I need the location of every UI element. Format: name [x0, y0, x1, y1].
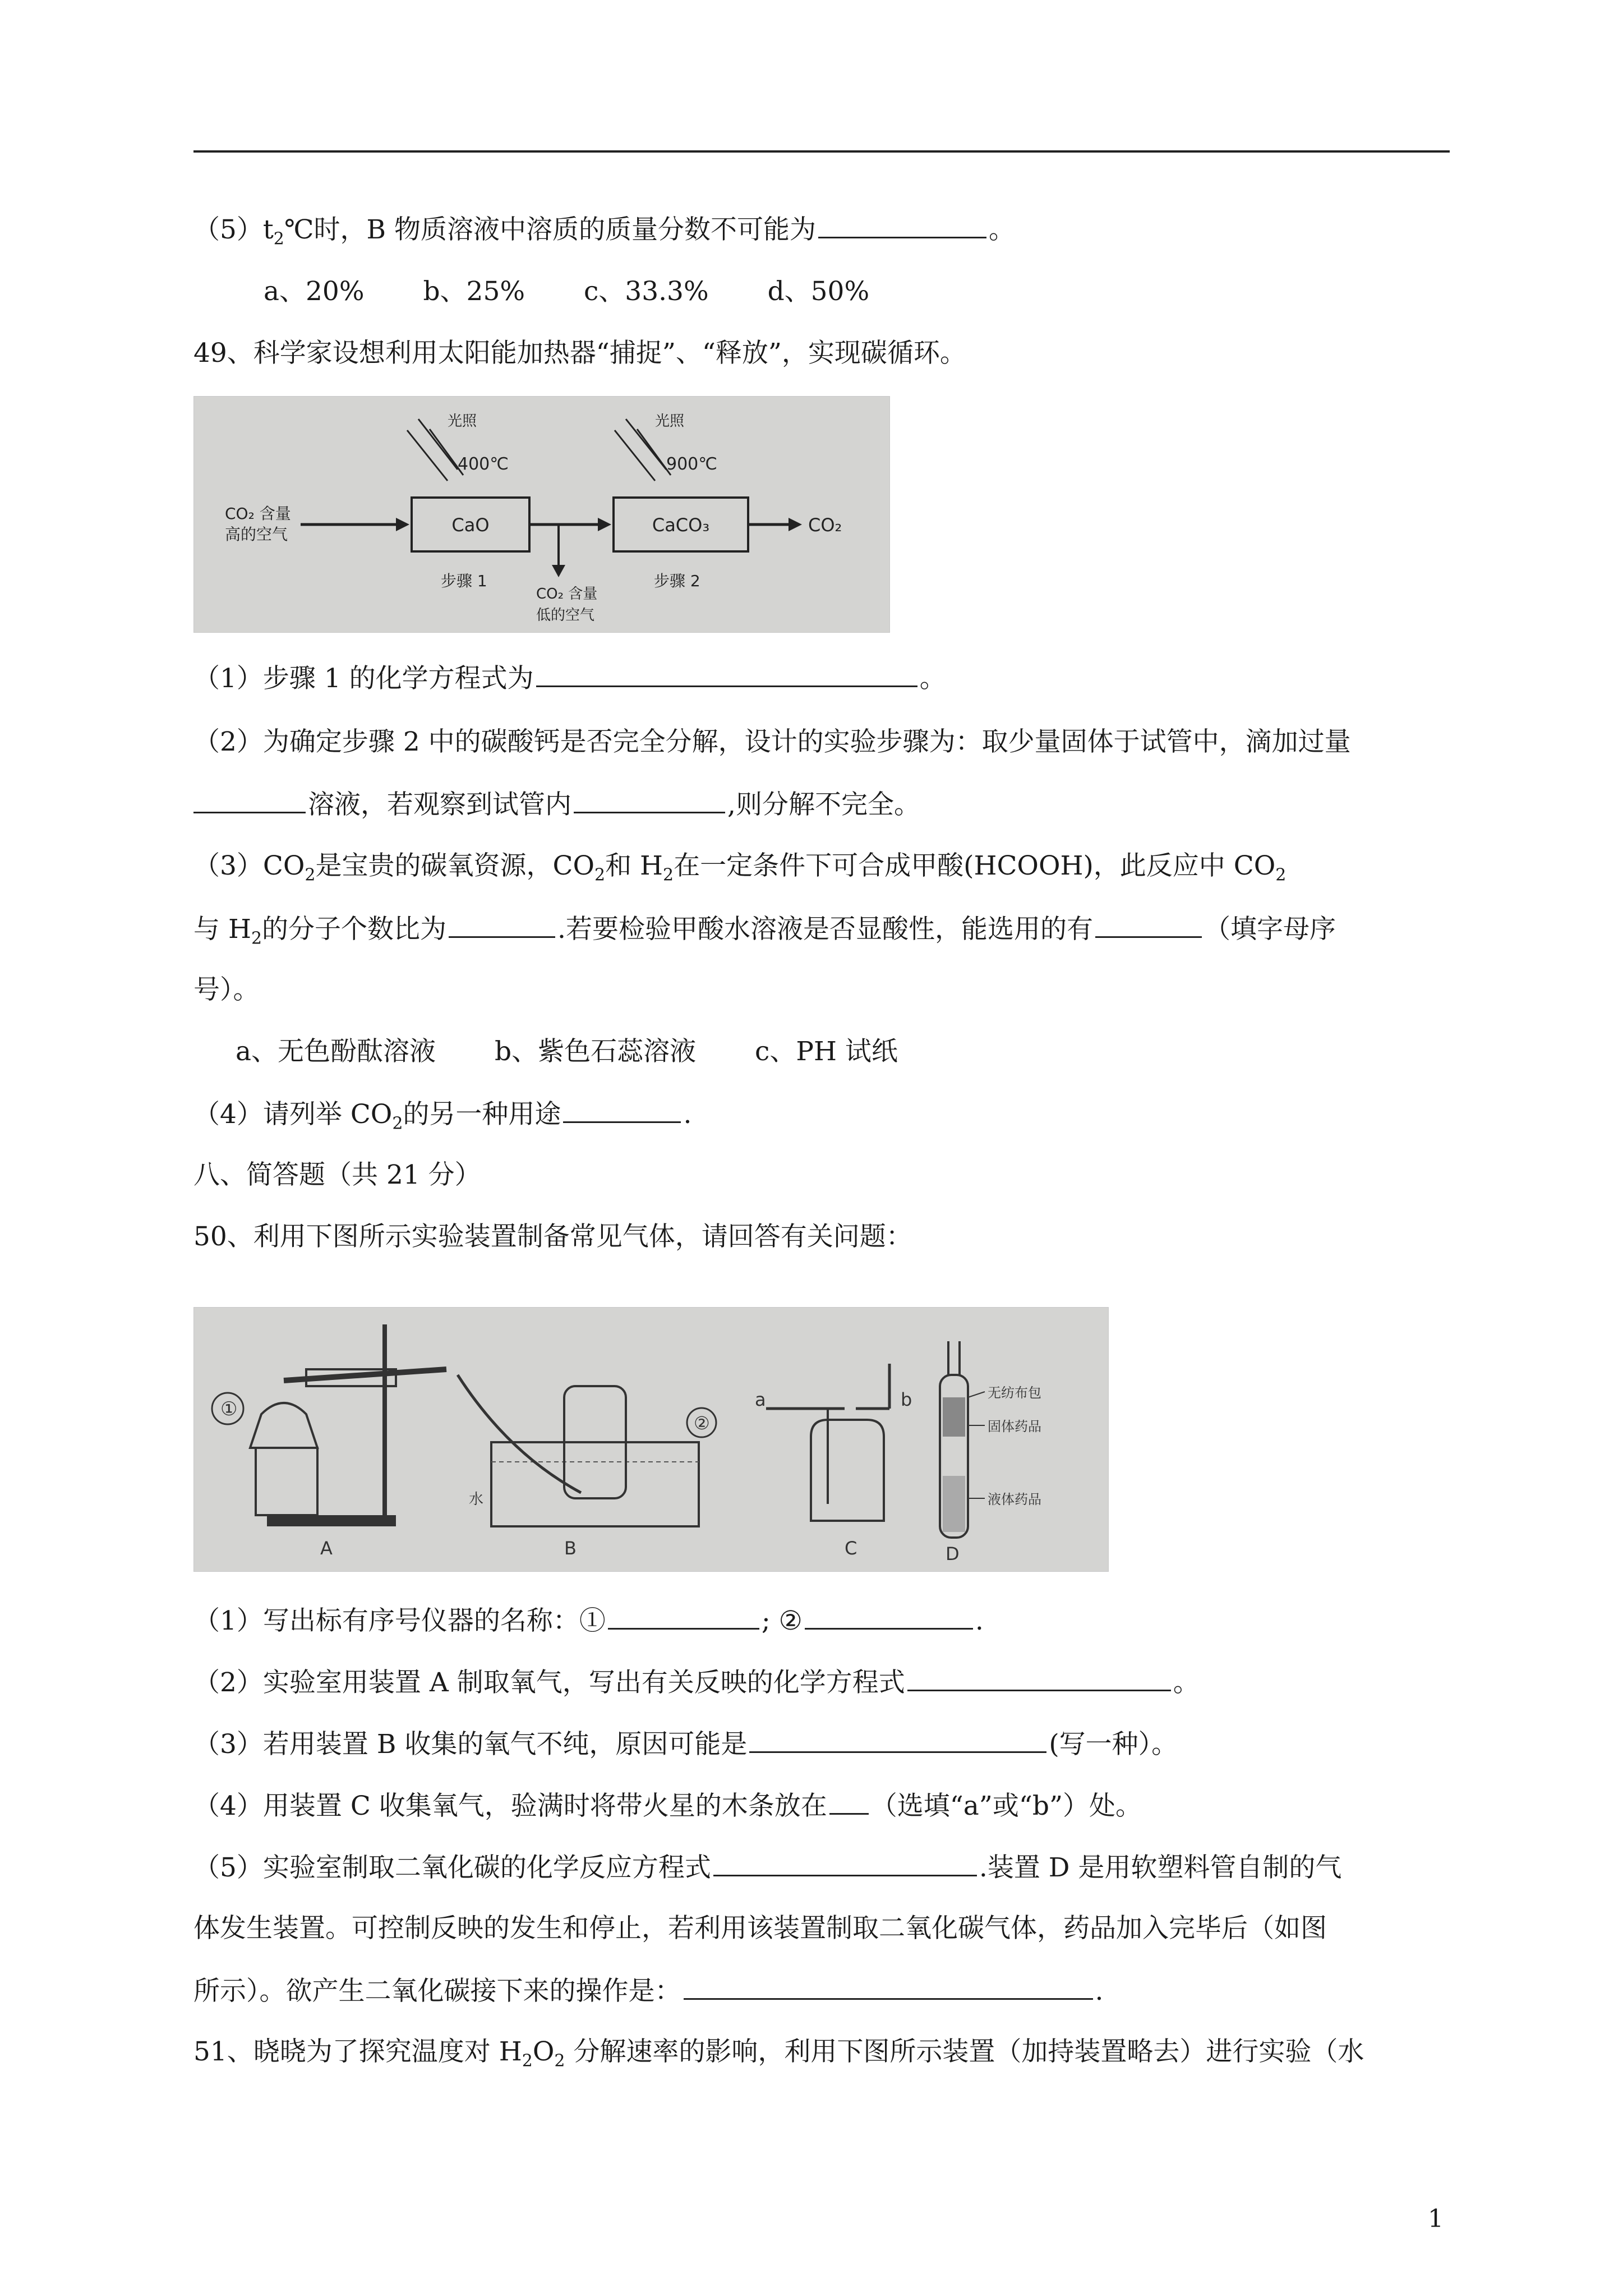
q49-part3-b: 与 $H_2$的分子个数比为 .若要检验甲酸水溶液是否显酸性，能选用的有 （填字母序	[193, 912, 1450, 955]
apparatus-label-c: C	[845, 1538, 857, 1559]
q50-part1: （1）写出标有序号仪器的名称：① ; ② .	[193, 1603, 1450, 1638]
port-label-b: b	[901, 1389, 912, 1410]
light-label-2: 光照	[655, 413, 685, 430]
circle-label-2: ②	[694, 1412, 710, 1434]
answer-blank[interactable]	[684, 1973, 1093, 2000]
water-label: 水	[469, 1491, 484, 1508]
answer-blank[interactable]	[608, 1603, 759, 1630]
q48-options	[264, 275, 1520, 309]
answer-blank[interactable]	[713, 1850, 977, 1876]
option-d: d、50%	[767, 276, 870, 307]
q50-part5-a: （5）实验室制取二氧化碳的化学反应方程式 .装置 D 是用软塑料管自制的气	[193, 1850, 1450, 1885]
q49-part3-c: 号）。	[193, 974, 260, 1005]
q49-part1: （1）步骤 1 的化学方程式为 。	[193, 661, 1450, 696]
answer-blank[interactable]	[907, 1665, 1171, 1691]
box-caco3: CaCO₃	[652, 514, 710, 536]
apparatus-label-a: A	[320, 1538, 333, 1559]
apparatus-label-d: D	[946, 1543, 960, 1565]
port-label-a: a	[755, 1389, 766, 1410]
answer-blank[interactable]	[829, 1788, 869, 1815]
page-number: 1	[1428, 2205, 1444, 2233]
box-cao: CaO	[451, 514, 490, 536]
q49-part4: （4）请列举 $CO_2$的另一种用途 .	[193, 1097, 1450, 1140]
q50-part3: （3）若用装置 B 收集的氧气不纯，原因可能是 (写一种）。	[193, 1727, 1450, 1761]
apparatus-label-b: B	[564, 1538, 577, 1559]
step1-label: 步骤 1	[441, 572, 487, 590]
option-a: a、无色酚酞溶液	[236, 1036, 436, 1067]
q50-part5-c: 所示）。欲产生二氧化碳接下来的操作是： .	[193, 1973, 1450, 2008]
option-b: b、紫色石蕊溶液	[494, 1036, 697, 1067]
temp-label-1: 400℃	[458, 454, 509, 474]
output-label-1: CO₂ 含量	[536, 586, 598, 602]
input-label-2: 高的空气	[225, 525, 288, 544]
answer-blank[interactable]	[536, 661, 917, 687]
carbon-cycle-diagram	[193, 396, 890, 633]
answer-blank[interactable]	[574, 787, 725, 813]
temp-label-2: 900℃	[666, 454, 717, 474]
option-c: c、PH 试纸	[755, 1036, 898, 1067]
option-a: a、20%	[264, 276, 365, 307]
answer-blank[interactable]	[818, 212, 986, 238]
section-heading: 八、简答题（共 21 分）	[193, 1159, 481, 1190]
q48-part5: $(5)t_2℃$时，B 物质溶液中溶质的质量分数不可能为 。	[193, 212, 1450, 256]
q49-title: 49、科学家设想利用太阳能加热器“捕捉”、“释放”，实现碳循环。	[193, 338, 966, 369]
header-rule	[193, 150, 1450, 153]
q51-text: 51、晓晓为了探究温度对 $H_2O_2$ 分解速率的影响，利用下图所示装置（加持装置略去）进行实验（水	[193, 2036, 1364, 2071]
answer-blank[interactable]	[563, 1097, 681, 1123]
d-label-mid: 固体药品	[988, 1419, 1041, 1434]
product-label: CO₂	[808, 514, 842, 536]
q49-options	[236, 1035, 1492, 1069]
option-b: b、25%	[423, 276, 525, 307]
circle-label-1: ①	[220, 1398, 238, 1420]
d-label-bottom: 液体药品	[988, 1492, 1041, 1507]
q49-part2-a: （2）为确定步骤 2 中的碳酸钙是否完全分解，设计的实验步骤为：取少量固体于试管中，滴加过量	[193, 726, 1351, 757]
answer-blank[interactable]	[805, 1603, 973, 1630]
q49-part2-b: 溶液，若观察到试管内 ,则分解不完全。	[193, 787, 1450, 822]
gas-apparatus-diagram	[193, 1307, 1109, 1572]
q49-part3-a: $(3)CO_2$是宝贵的碳氧资源，$CO_2$和 $H_2$在一定条件下可合成甲酸(HCOOH)，此反应中 $CO_2$	[193, 850, 1287, 885]
answer-blank[interactable]	[449, 912, 555, 938]
q50-title: 50、利用下图所示实验装置制备常见气体，请回答有关问题：	[193, 1221, 912, 1252]
light-label-1: 光照	[448, 413, 477, 430]
answer-blank[interactable]	[193, 787, 306, 813]
q50-part2: （2）实验室用装置 A 制取氧气，写出有关反映的化学方程式 。	[193, 1665, 1450, 1700]
input-label-1: CO₂ 含量	[225, 504, 291, 523]
output-label-2: 低的空气	[536, 607, 595, 624]
answer-blank[interactable]	[1095, 912, 1202, 938]
d-label-top: 无纺布包	[988, 1385, 1041, 1401]
q50-part5-b: 体发生装置。可控制反映的发生和停止，若利用该装置制取二氧化碳气体，药品加入完毕后（如图	[193, 1913, 1327, 1944]
answer-blank[interactable]	[749, 1727, 1046, 1753]
q50-part4: （4）用装置 C 收集氧气，验满时将带火星的木条放在 （选填“a”或“b”）处。	[193, 1788, 1450, 1823]
option-c: c、33.3%	[583, 276, 709, 307]
step2-label: 步骤 2	[654, 572, 700, 590]
